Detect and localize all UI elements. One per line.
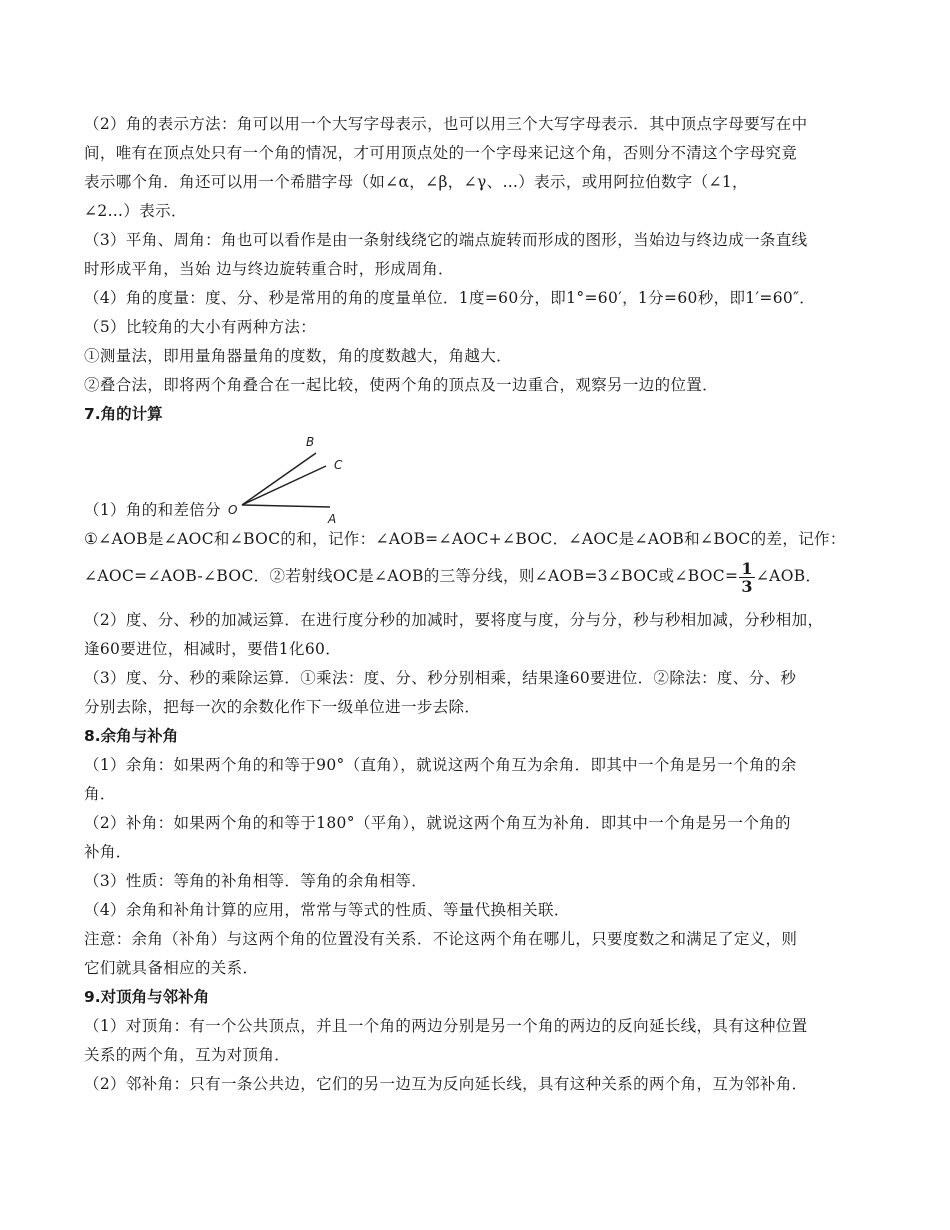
property-line: （3）性质：等角的补角相等．等角的余角相等． [84, 872, 428, 890]
adjacent-supplementary-line: （2）邻补角：只有一条公共边，它们的另一边互为反向延长线，具有这种关系的两个角，互为邻补角． [84, 1075, 808, 1093]
section-7-heading: 7.角的计算 [84, 405, 163, 423]
add-subtract-line-1: （2）度、分、秒的加减运算．在进行度分秒的加减时，要将度与度，分与分，秒与秒相加减，分秒相加， [84, 611, 824, 629]
angle-notation-line-1: （2）角的表示方法：角可以用一个大写字母表示，也可以用三个大写字母表示．其中顶点字母要写在中 [84, 115, 808, 133]
trisect-text-before: ∠AOC=∠AOB-∠BOC．②若射线OC是∠AOB的三等分线，则∠AOB=3∠BOC或∠BOC= [84, 567, 739, 585]
vertical-angle-line-1: （1）对顶角：有一个公共顶点，并且一个角的两边分别是另一个角的两边的反向延长线，具有这种位置 [84, 1017, 808, 1035]
angle-notation-line-3: 表示哪个角．角还可以用一个希腊字母（如∠α，∠β，∠γ、…）表示，或用阿拉伯数字（∠1， [84, 173, 748, 191]
supplementary-line-1: （2）补角：如果两个角的和等于180°（平角），就说这两个角互为补角．即其中一个角是另一个角的 [84, 814, 791, 832]
angle-figure-row [84, 429, 884, 525]
fraction-denominator: 3 [741, 576, 753, 596]
section-9-heading: 9.对顶角与邻补角 [84, 988, 210, 1006]
add-subtract-line-2: 逢60要进位，相减时，要借1化60． [84, 640, 342, 658]
label-o: O [228, 503, 238, 517]
supplementary-line-2: 补角． [84, 843, 132, 861]
ray-oa [242, 505, 330, 507]
multiply-divide-line-1: （3）度、分、秒的乘除运算．①乘法：度、分、秒分别相乘，结果逢60要进位．②除法：度、分、秒 [84, 669, 797, 687]
section-8-heading: 8.余角与补角 [84, 727, 179, 745]
compare-methods-line: （5）比较角的大小有两种方法： [84, 318, 317, 336]
ray-ob [242, 453, 316, 505]
sum-difference-caption: （1）角的和差倍分 [84, 501, 222, 519]
label-c: C [334, 458, 343, 472]
ray-oc [242, 466, 326, 505]
note-line-2: 它们就具备相应的关系． [84, 959, 259, 977]
application-line: （4）余角和补角计算的应用，常常与等式的性质、等量代换相关联． [84, 901, 570, 919]
overlap-method-line: ②叠合法，即将两个角叠合在一起比较，使两个角的顶点及一边重合，观察另一边的位置． [84, 376, 719, 394]
angle-notation-line-4: ∠2…）表示． [84, 202, 187, 220]
angle-aob-figure [222, 433, 372, 525]
angle-measure-line: （4）角的度量：度、分、秒是常用的角的度量单位．1度=60分，即1°=60′，1分=60秒，即1′=60″． [84, 289, 816, 307]
fraction-numerator: 1 [741, 558, 753, 578]
angle-sum-line: ①∠AOB是∠AOC和∠BOC的和，记作：∠AOB=∠AOC+∠BOC．∠AOC是∠AOB和∠BOC的差，记作： [84, 530, 846, 548]
straight-round-angle-line-1: （3）平角、周角：角也可以看作是由一条射线绕它的端点旋转而形成的图形，当始边与终边成一条直线 [84, 231, 808, 249]
angle-notation-line-2: 间，唯有在顶点处只有一个角的情况，才可用顶点处的一个字母来记这个角，否则分不清这个字母究竟 [84, 144, 798, 162]
multiply-divide-line-2: 分别去除，把每一次的余数化作下一级单位进一步去除． [84, 698, 481, 716]
note-line-1: 注意：余角（补角）与这两个角的位置没有关系．不论这两个角在哪儿，只要度数之和满足了定义，则 [84, 930, 798, 948]
vertical-angle-line-2: 关系的两个角，互为对顶角． [84, 1046, 291, 1064]
straight-round-angle-line-2: 时形成平角，当始 边与终边旋转重合时，形成周角． [84, 260, 454, 278]
label-b: B [306, 435, 315, 449]
angle-trisect-line [84, 554, 884, 598]
one-third-fraction [739, 560, 754, 595]
label-a: A [328, 512, 337, 525]
complementary-line-1: （1）余角：如果两个角的和等于90°（直角），就说这两个角互为余角．即其中一个角是另一个角的余 [84, 756, 797, 774]
trisect-text-after: ∠AOB． [755, 567, 822, 585]
document-page [84, 110, 884, 1099]
complementary-line-2: 角． [84, 785, 116, 803]
measure-method-line: ①测量法，即用量角器量角的度数，角的度数越大，角越大． [84, 347, 512, 365]
